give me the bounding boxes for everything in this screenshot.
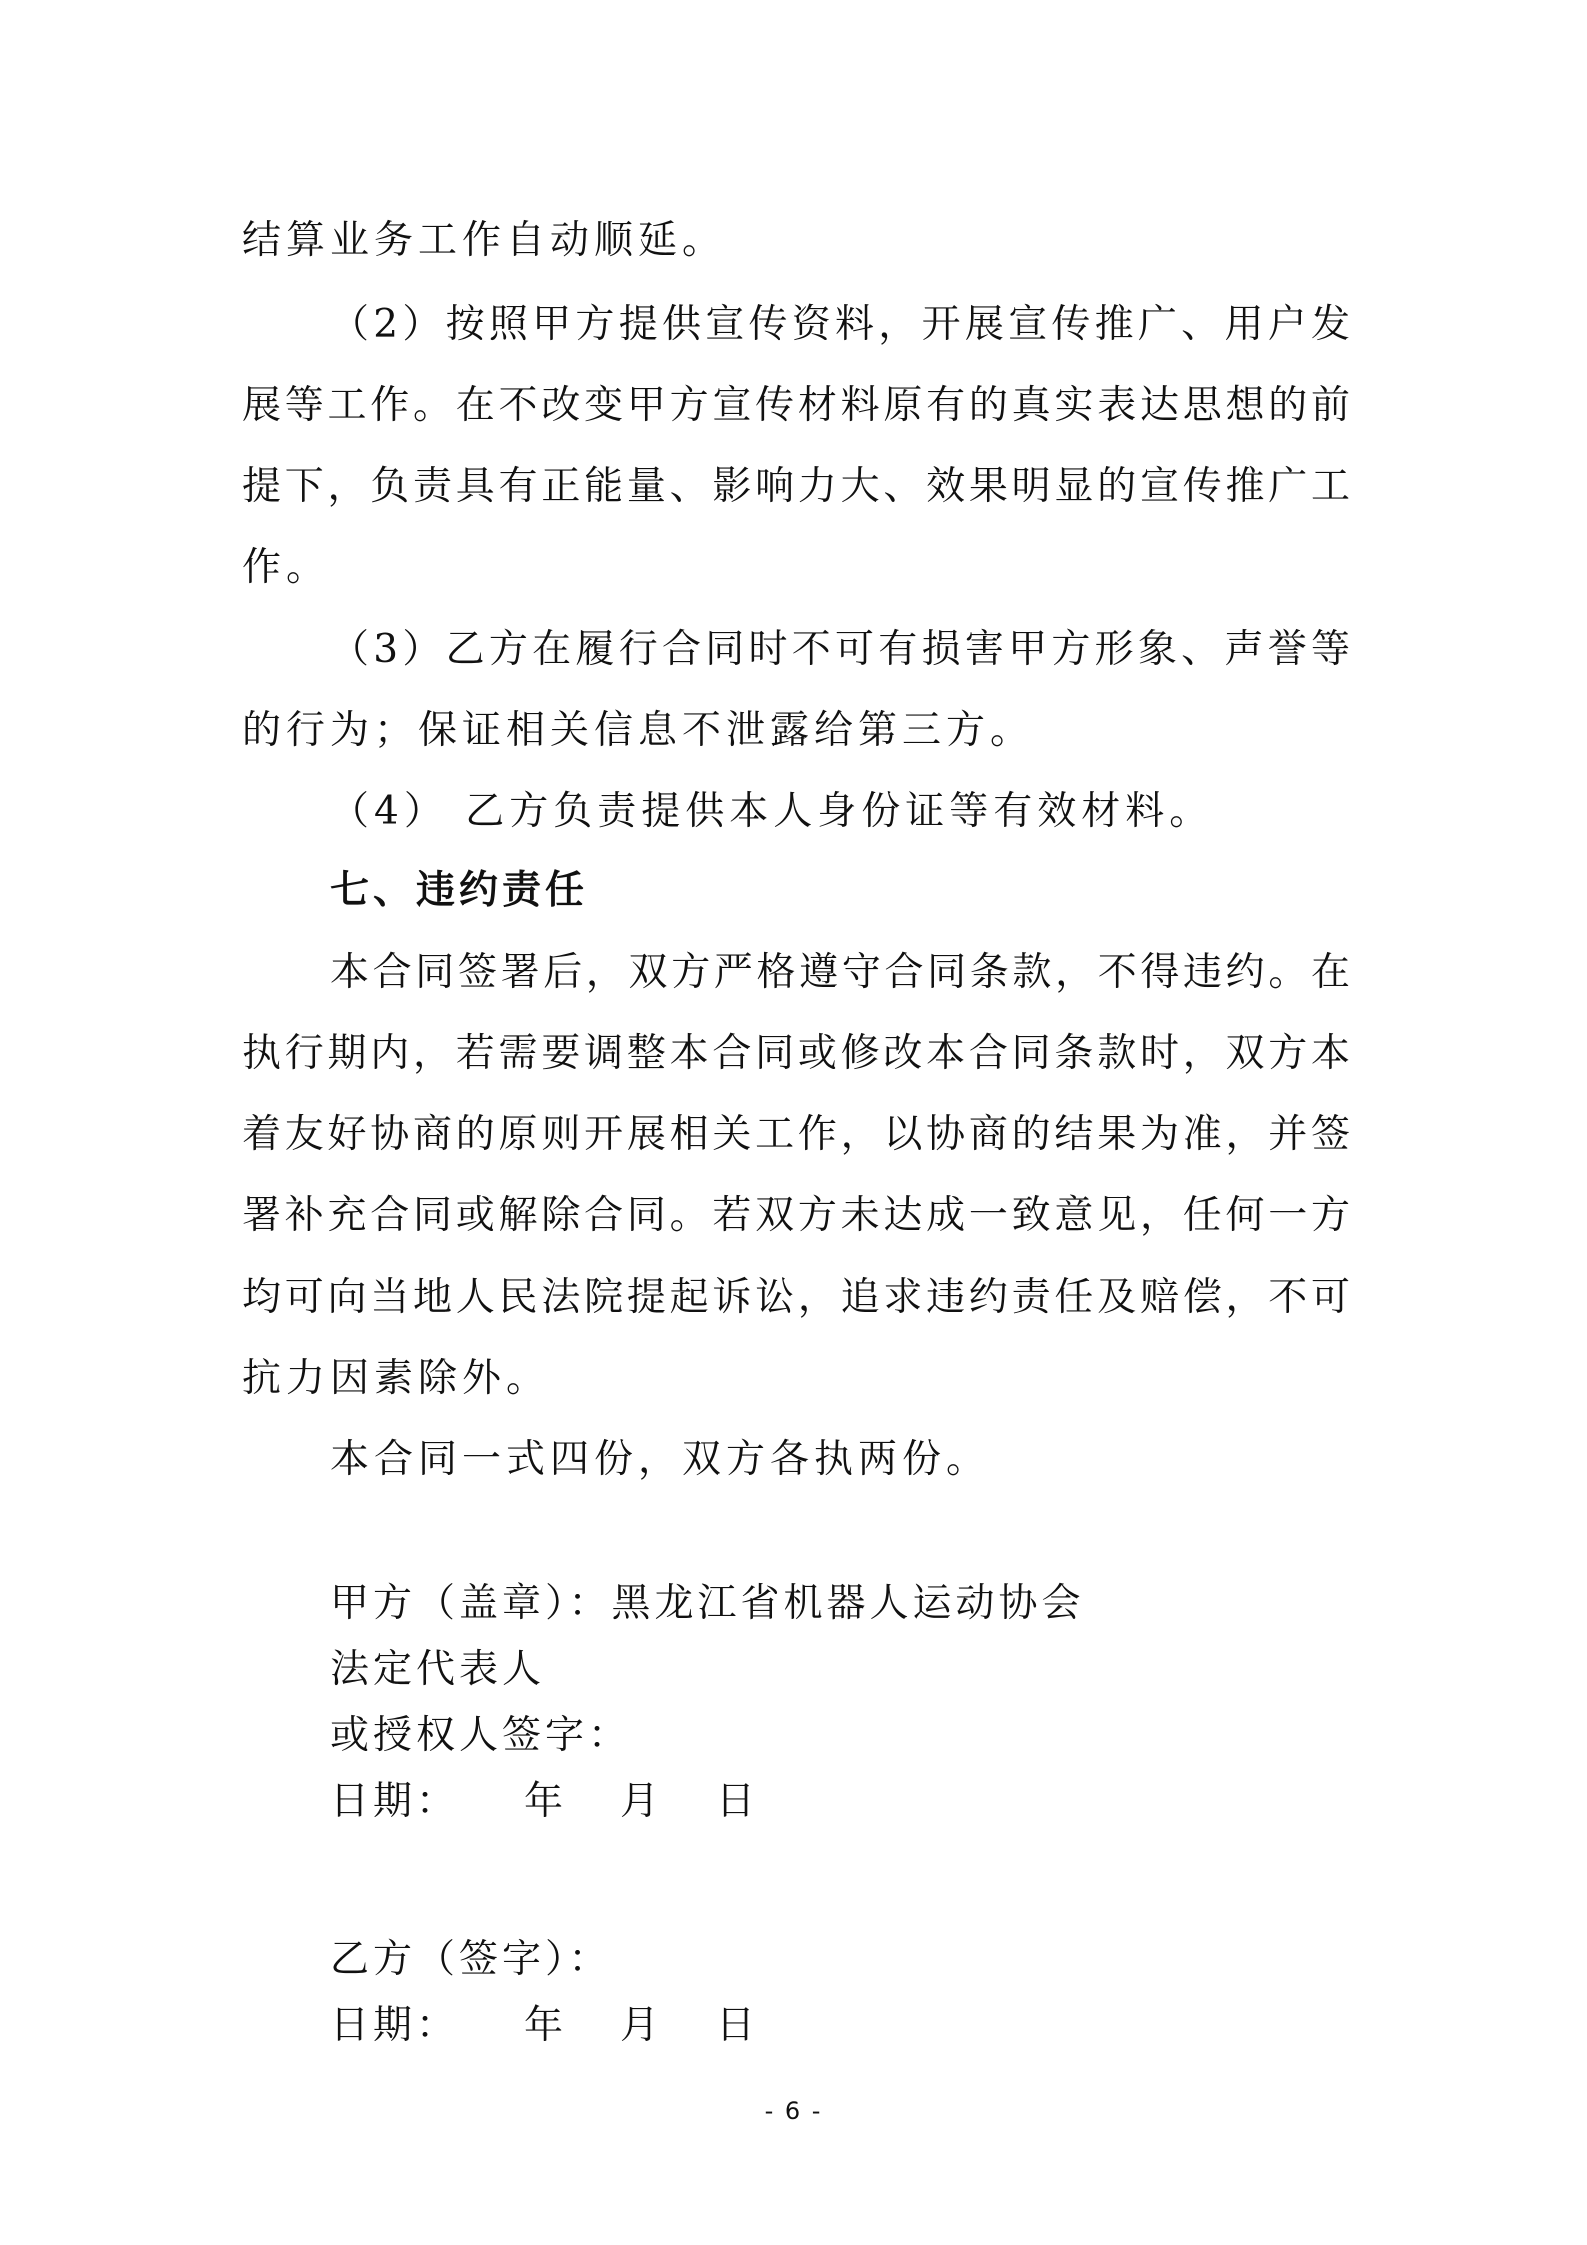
paragraph-line: 本合同签署后，双方严格遵守合同条款，不得违约。在 xyxy=(330,950,1350,995)
paragraph-line: （2）按照甲方提供宣传资料，开展宣传推广、用户发 xyxy=(330,302,1350,347)
party-b-label: 乙方（签字）： xyxy=(330,1937,612,1982)
date-label: 日期： xyxy=(330,2003,460,2048)
date-day: 日 xyxy=(716,1779,760,1824)
date-day: 日 xyxy=(716,2003,760,2048)
paragraph-line: 提下，负责具有正能量、影响力大、效果明显的宣传推广工 xyxy=(242,464,1350,509)
paragraph-line: 的行为；保证相关信息不泄露给第三方。 xyxy=(242,708,1035,753)
party-a-label: 甲方（盖章）：黑龙江省机器人运动协会 xyxy=(330,1581,1085,1626)
date-label: 日期： xyxy=(330,1779,460,1824)
paragraph-line: 本合同一式四份，双方各执两份。 xyxy=(330,1437,991,1482)
date-year: 年 xyxy=(524,2003,568,2048)
paragraph-line: 结算业务工作自动顺延。 xyxy=(242,218,727,263)
paragraph-line: 署补充合同或解除合同。若双方未达成一致意见，任何一方 xyxy=(242,1193,1350,1238)
authorized-signature-label: 或授权人签字： xyxy=(330,1713,632,1758)
page-number: - 6 - xyxy=(764,2097,823,2125)
paragraph-line: （4） 乙方负责提供本人身份证等有效材料。 xyxy=(330,789,1214,834)
paragraph-line: 均可向当地人民法院提起诉讼，追求违约责任及赔偿，不可 xyxy=(242,1275,1350,1320)
paragraph-line: 展等工作。在不改变甲方宣传材料原有的真实表达思想的前 xyxy=(242,383,1350,428)
legal-representative-label: 法定代表人 xyxy=(330,1647,546,1692)
paragraph-line: 作。 xyxy=(242,545,331,590)
date-month: 月 xyxy=(620,1779,664,1824)
date-month: 月 xyxy=(620,2003,664,2048)
date-year: 年 xyxy=(524,1779,568,1824)
section-heading: 七、违约责任 xyxy=(330,868,589,913)
paragraph-line: （3）乙方在履行合同时不可有损害甲方形象、声誉等 xyxy=(330,627,1350,672)
party-a-date-line xyxy=(330,1777,830,1827)
paragraph-line: 执行期内，若需要调整本合同或修改本合同条款时，双方本 xyxy=(242,1031,1350,1076)
paragraph-line: 着友好协商的原则开展相关工作，以协商的结果为准，并签 xyxy=(242,1112,1350,1157)
paragraph-line: 抗力因素除外。 xyxy=(242,1356,551,1401)
party-b-date-line xyxy=(330,2001,830,2051)
